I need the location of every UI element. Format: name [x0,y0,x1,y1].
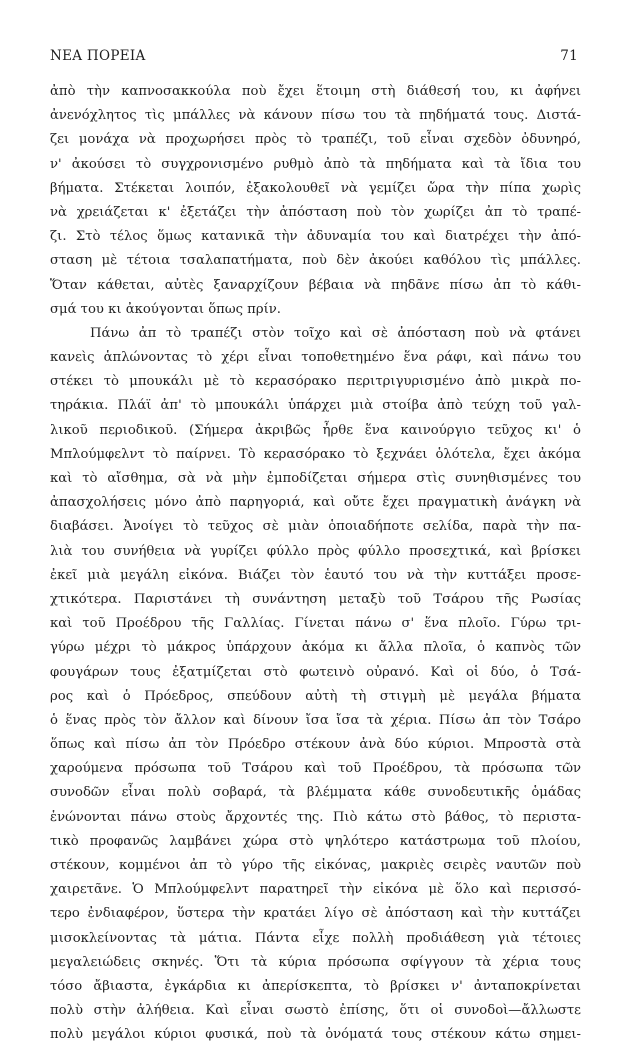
text-line: μεγαλειώδεις σκηνές. Ὅτι τὰ κύρια πρόσωπα σφίγγουν τὰ χέρια τους [50,954,581,970]
text-line: καὶ τοῦ Προέδρου τῆς Γαλλίας. Γίνεται πάνω σ' ἕνα πλοῖο. Γύρω τρι- [50,616,581,632]
text-line: τόσο ἄβιαστα, ἐγκάρδια κι ἀπερίσκεπτα, τὸ βρίσκει ν' ἀνταποκρίνεται [50,978,581,994]
text-line: νὰ χρειάζεται κ' ἐξετάζει τὴν ἀπόσταση ποὺ τὸν χωρίζει ἀπ τὸ τραπέ- [50,204,581,220]
text-line: Πάνω ἀπ τὸ τραπέζι στὸν τοῖχο καὶ σὲ ἀπόσταση ποὺ νὰ φτάνει [90,325,581,341]
text-line: τηράκια. Πλάϊ ἀπ' τὸ μπουκάλι ὑπάρχει μιὰ στοίβα ἀπὸ τεύχη τοῦ γαλ- [50,398,581,414]
text-line: κανεὶς ἁπλώνοντας τὸ χέρι εἶναι τοποθετημένο ἕνα ράφι, καὶ πάνω του [50,350,581,366]
text-line: Μπλούμφελντ τὸ παίρνει. Τὸ κερασόρακο τὸ ξεχνάει ὁλότελα, ἔχει ἀκόμα [50,446,581,462]
text-line: βήματα. Στέκεται λοιπόν, ἐξακολουθεῖ νὰ γεμίζει ὥρα τὴν πίπα χωρὶς [50,180,581,196]
text-line: λικοῦ περιοδικοῦ. (Σήμερα ἀκριβῶς ἦρθε ἕνα καινούργιο τεῦχος κι' ὁ [50,422,581,438]
text-line: Ὅταν κάθεται, αὐτὲς ξαναρχίζουν βέβαια νὰ πηδᾶνε πίσω ἀπ τὸ κάθι- [50,277,581,293]
text-line: φουγάρων τους ἐξατμίζεται στὸ φωτεινὸ οὐρανό. Καὶ οἱ δύο, ὁ Τσά- [50,664,581,680]
text-line: καὶ τὸ αἴσθημα, σὰ νὰ μὴν ἐμποδίζεται σήμερα στὶς συνηθισμένες του [50,471,581,486]
text-line: πολὺ μεγάλοι κύριοι φυσικά, ποὺ τὰ ὀνόματά τους στέκουν κάτω σημει- [50,1027,581,1043]
text-line: λιὰ του συνήθεια νὰ γυρίζει φύλλο πρὸς φύλλο προσεχτικά, καὶ βρίσκει [50,543,581,559]
text-line: γύρω μέχρι τὸ μάκρος ὑπάρχουν ἀκόμα κι ἄλλα πλοῖα, ὁ καπνὸς τῶν [50,640,581,656]
text-line: ζι. Στὸ τέλος ὅμως κατανικᾶ τὴν ἀδυναμία του καὶ διατρέχει τὴν ἀπό- [50,229,581,245]
text-line: σταση μὲ τέτοια τσαλαπατήματα, ποὺ δὲν ἀκούει καθόλου τὶς μπάλλες. [50,253,581,269]
text-line: ὁ ἕνας πρὸς τὸν ἄλλον καὶ δίνουν ἴσα ἴσα τὰ χέρια. Πίσω ἀπ τὸν Τσάρο [50,712,581,728]
text-line: ζει μονάχα νὰ προχωρήσει πρὸς τὸ τραπέζι, τοῦ εἶναι σχεδὸν ὀδυνηρό, [50,132,581,148]
text-line: διαβάσει. Ἀνοίγει τὸ τεῦχος σὲ μιὰν ὁποιαδήποτε σελίδα, παρὰ τὴν πα- [50,519,581,535]
running-header [50,48,578,70]
text-line: σμά του κι ἀκούγονται ὅπως πρίν. [50,301,281,317]
text-line: ἀπὸ τὴν καπνοσακκούλα ποὺ ἔχει ἕτοιμη στὴ διάθεσή του, κι ἀφήνει [50,84,581,99]
text-line: ἀπασχολήσεις μόνο ἀπὸ παρηγοριά, καὶ οὔτε ἔχει πραγματικὴ ἀνάγκη νὰ [50,495,581,511]
text-line: συνοδῶν εἶναι πολὺ σοβαρά, τὰ βλέμματα κάθε συνοδευτικῆς ὁμάδας [50,785,581,801]
text-line: ρος καὶ ὁ Πρόεδρος, σπεύδουν αὐτὴ τὴ στιγμὴ μὲ μεγάλα βήματα [50,688,581,704]
text-line: πολὺ στὴν ἀλήθεια. Καὶ εἶναι σωστὸ ἐπίσης, ὅτι οἱ συνοδοὶ—ἄλλωστε [50,1003,581,1019]
text-line: τερο ἐνδιαφέρον, ὕστερα τὴν κρατάει λίγο σὲ ἀπόσταση καὶ τὴν κυττάζει [50,906,581,922]
text-line: στέκουν, κομμένοι ἀπ τὸ γύρο τῆς εἰκόνας, μακριὲς σειρὲς ναυτῶν ποὺ [50,858,581,873]
text-line: ἐκεῖ μιὰ μεγάλη εἰκόνα. Βιάζει τὸν ἑαυτό του νὰ τὴν κυττάξει προσε- [50,567,581,583]
text-line: ν' ἀκούσει τὸ συγχρονισμένο ρυθμὸ ἀπὸ τὰ πηδήματα καὶ τὰ ἴδια του [50,156,581,172]
text-line: χαρούμενα πρόσωπα τοῦ Τσάρου καὶ τοῦ Προέδρου, τὰ πρόσωπα τῶν [50,761,581,777]
text-line: ἑνώνονται πάνω στοὺς ἄρχοντές της. Πιὸ κάτω στὸ βάθος, τὸ περιστα- [50,809,581,825]
running-title: ΝΕΑ ΠΟΡΕΙΑ [50,48,146,64]
page-number: 71 [560,48,578,64]
text-line: χτικότερα. Παριστάνει τὴ συνάντηση μεταξὺ τοῦ Τσάρου τῆς Ρωσίας [50,591,581,607]
text-line: ὅπως καὶ πίσω ἀπ τὸν Πρόεδρο στέκουν ἀνὰ δύο κύριοι. Μπροστὰ στὰ [50,737,581,753]
text-line: τικὸ προφανῶς λαμβάνει χώρα στὸ ψηλότερο κατάστρωμα τοῦ πλοίου, [50,833,581,849]
text-line: στέκει τὸ μπουκάλι μὲ τὸ κερασόρακο περιτριγυρισμένο ἀπὸ μικρὰ πο- [50,374,581,390]
text-line: χαιρετᾶνε. Ὁ Μπλούμφελντ παρατηρεῖ τὴν εἰκόνα μὲ ὅλο καὶ περισσό- [50,882,581,898]
text-line: ἀνενόχλητος τὶς μπάλλες νὰ κάνουν πίσω του τὰ πηδήματά τους. Διστά- [50,108,581,124]
text-line: μισοκλείνοντας τὰ μάτια. Πάντα εἶχε πολλὴ προδιάθεση γιὰ τέτοιες [50,930,581,946]
body-text [50,80,581,1048]
